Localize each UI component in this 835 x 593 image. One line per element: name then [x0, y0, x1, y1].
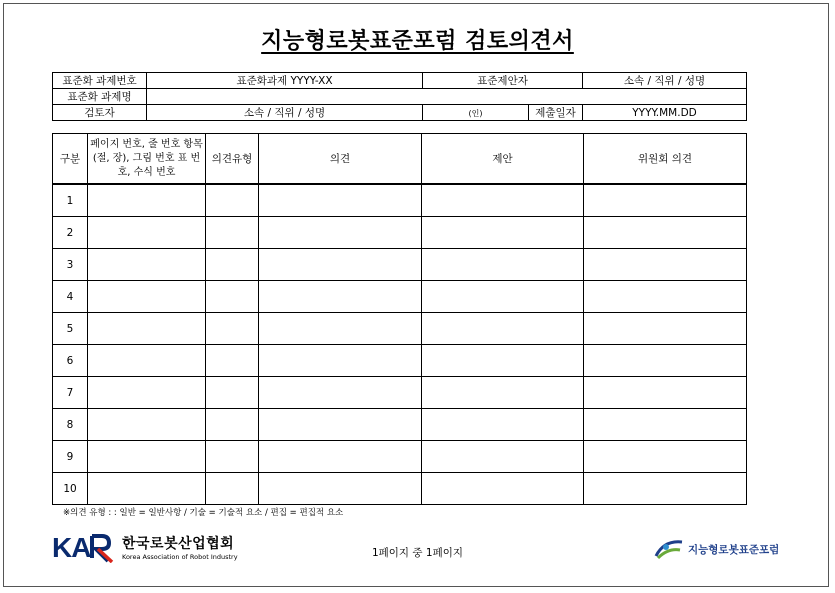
kar-name-english: Korea Association of Robot Industry — [122, 553, 238, 561]
header-ref: 페이지 번호, 줄 번호 항목(절, 장), 그림 번호 표 번호, 수식 번호 — [88, 134, 206, 185]
ref-cell[interactable] — [88, 281, 206, 313]
table-row — [53, 377, 747, 409]
opinion-type-note: ※의견 유형 : : 일반 = 일반사항 / 기술 = 기술적 요소 / 편집 = 편집적 요소 — [63, 508, 344, 518]
table-row — [53, 313, 747, 345]
committee-cell[interactable] — [584, 281, 747, 313]
opinion-cell[interactable] — [259, 345, 422, 377]
row-number: 4 — [53, 281, 88, 313]
proposal-cell[interactable] — [422, 473, 584, 505]
opinion-cell[interactable] — [259, 249, 422, 281]
row-number: 1 — [53, 184, 88, 217]
kar-name-korean: 한국로봇산업협회 — [122, 536, 235, 552]
table-row — [53, 345, 747, 377]
irsf-logo — [654, 538, 779, 560]
date-value[interactable]: YYYY.MM.DD — [583, 105, 747, 121]
review-table — [52, 133, 747, 505]
type-cell[interactable] — [206, 184, 259, 217]
type-cell[interactable] — [206, 281, 259, 313]
proposal-cell[interactable] — [422, 184, 584, 217]
document-title: 지능형로봇표준포럼 검토의견서 — [261, 29, 574, 54]
forum-swoosh-icon — [654, 538, 684, 560]
type-cell[interactable] — [206, 313, 259, 345]
proposal-cell[interactable] — [422, 409, 584, 441]
table-row — [53, 409, 747, 441]
committee-cell[interactable] — [584, 313, 747, 345]
opinion-cell[interactable] — [259, 409, 422, 441]
task-name-value[interactable] — [147, 89, 747, 105]
seal-cell — [423, 105, 529, 121]
proposal-cell[interactable] — [422, 345, 584, 377]
row-number: 9 — [53, 441, 88, 473]
row-number: 3 — [53, 249, 88, 281]
proposal-cell[interactable] — [422, 441, 584, 473]
ref-cell[interactable] — [88, 313, 206, 345]
header-type: 의견유형 — [206, 134, 259, 185]
opinion-cell[interactable] — [259, 441, 422, 473]
row-number: 6 — [53, 345, 88, 377]
committee-cell[interactable] — [584, 249, 747, 281]
proposal-cell[interactable] — [422, 249, 584, 281]
header-opinion: 의견 — [259, 134, 422, 185]
committee-cell[interactable] — [584, 377, 747, 409]
type-cell[interactable] — [206, 217, 259, 249]
irsf-name-korean: 지능형로봇표준포럼 — [688, 543, 780, 556]
ref-cell[interactable] — [88, 473, 206, 505]
proposal-cell[interactable] — [422, 281, 584, 313]
opinion-cell[interactable] — [259, 281, 422, 313]
info-table — [52, 72, 747, 121]
opinion-cell[interactable] — [259, 184, 422, 217]
header-proposal: 제안 — [422, 134, 584, 185]
committee-cell[interactable] — [584, 409, 747, 441]
opinion-cell[interactable] — [259, 313, 422, 345]
table-row — [53, 249, 747, 281]
type-cell[interactable] — [206, 249, 259, 281]
table-row — [53, 217, 747, 249]
committee-cell[interactable] — [584, 184, 747, 217]
type-cell[interactable] — [206, 441, 259, 473]
row-number: 5 — [53, 313, 88, 345]
ref-cell[interactable] — [88, 249, 206, 281]
opinion-cell[interactable] — [259, 217, 422, 249]
proposer-value[interactable]: 소속 / 직위 / 성명 — [583, 73, 747, 89]
date-label-cell — [529, 105, 583, 121]
table-row — [53, 441, 747, 473]
type-cell[interactable] — [206, 409, 259, 441]
committee-cell[interactable] — [584, 473, 747, 505]
opinion-cell[interactable] — [259, 377, 422, 409]
type-cell[interactable] — [206, 345, 259, 377]
proposal-cell[interactable] — [422, 217, 584, 249]
table-row — [53, 184, 747, 217]
reviewer-label: 검토자 — [53, 105, 147, 121]
committee-cell[interactable] — [584, 217, 747, 249]
proposal-cell[interactable] — [422, 313, 584, 345]
committee-cell[interactable] — [584, 441, 747, 473]
ref-cell[interactable] — [88, 377, 206, 409]
row-number: 10 — [53, 473, 88, 505]
ref-cell[interactable] — [88, 184, 206, 217]
table-row — [53, 473, 747, 505]
row-number: 7 — [53, 377, 88, 409]
date-label: 제출일자 — [535, 107, 576, 119]
ref-cell[interactable] — [88, 441, 206, 473]
ref-cell[interactable] — [88, 217, 206, 249]
seal-text: (인) — [468, 108, 483, 118]
svg-text:KA: KA — [52, 532, 91, 563]
type-cell[interactable] — [206, 377, 259, 409]
header-no: 구분 — [53, 134, 88, 185]
proposer-label: 표준제안자 — [423, 73, 583, 89]
row-number: 8 — [53, 409, 88, 441]
row-number: 2 — [53, 217, 88, 249]
committee-cell[interactable] — [584, 345, 747, 377]
page-indicator: 1페이지 중 1페이지 — [371, 547, 464, 559]
type-cell[interactable] — [206, 473, 259, 505]
reviewer-value[interactable]: 소속 / 직위 / 성명 — [147, 105, 423, 121]
proposal-cell[interactable] — [422, 377, 584, 409]
task-no-value[interactable]: 표준화과제 YYYY-XX — [147, 73, 423, 89]
ref-cell[interactable] — [88, 409, 206, 441]
opinion-cell[interactable] — [259, 473, 422, 505]
task-name-label: 표준화 과제명 — [53, 89, 147, 105]
task-no-label: 표준화 과제번호 — [53, 73, 147, 89]
table-row — [53, 281, 747, 313]
ref-cell[interactable] — [88, 345, 206, 377]
header-committee: 위원회 의견 — [584, 134, 747, 185]
